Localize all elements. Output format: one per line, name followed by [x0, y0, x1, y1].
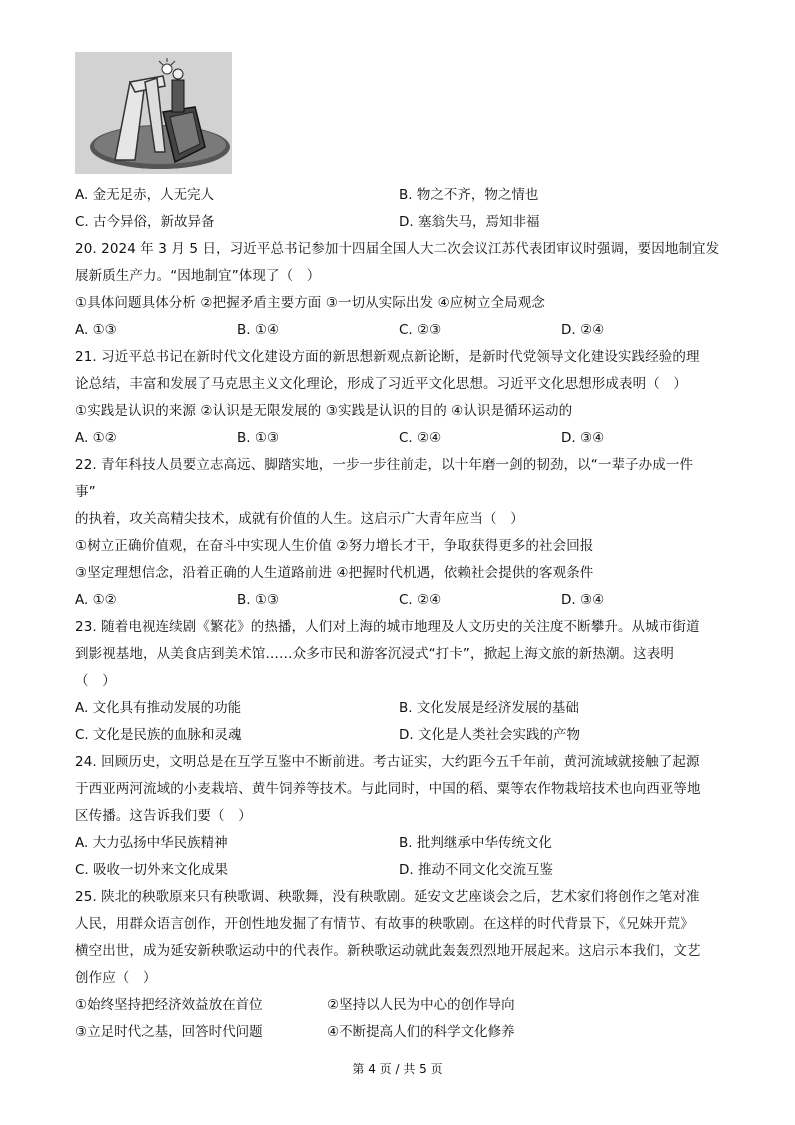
q21-option-c: C. ②④ [399, 430, 442, 446]
q23-stem-line-2: 到影视基地，从美食店到美术馆……众多市民和游客沉浸式“打卡”，掀起上海文旅的新热潮。这表明 [75, 646, 674, 662]
q20-option-d: D. ②④ [561, 322, 605, 338]
q19-option-b: B. 物之不齐，物之情也 [399, 187, 539, 203]
q23-option-b: B. 文化发展是经济发展的基础 [399, 700, 579, 716]
q25-statements-row2 [75, 1019, 725, 1046]
q24-options-row2 [75, 857, 725, 884]
q23-stem-line-1: 23. 随着电视连续剧《繁花》的热播，人们对上海的城市地理及人文历史的关注度不断攀升。从城市街道 [75, 619, 700, 635]
q23-options-row2 [75, 722, 725, 749]
q19-option-c: C. 古今异俗，新故异备 [75, 214, 215, 230]
q25-stem-line-4: 创作应（ ） [75, 970, 157, 986]
q21-option-a: A. ①② [75, 430, 117, 446]
exam-page [75, 52, 725, 1046]
q20-option-c: C. ②③ [399, 322, 442, 338]
page-footer: 第 4 页 / 共 5 页 [352, 1062, 443, 1076]
q20-option-b: B. ①④ [237, 322, 280, 338]
q23-options [75, 695, 725, 722]
q22-statements-1: ①树立正确价值观，在奋斗中实现人生价值 ②努力增长才干，争取获得更多的社会回报 [75, 538, 594, 554]
q21-options [75, 425, 725, 452]
q22-stem-line-2: 事” [75, 484, 96, 500]
q19-options [75, 182, 725, 209]
q24-option-b: B. 批判继承中华传统文化 [399, 835, 552, 851]
q20-stem-line-2: 展新质生产力。“因地制宜”体现了（ ） [75, 268, 321, 284]
q22-statements-2: ③坚定理想信念，沿着正确的人生道路前进 ④把握时代机遇，依赖社会提供的客观条件 [75, 565, 594, 581]
q21-option-d: D. ③④ [561, 430, 605, 446]
cartoon-illustration-icon [75, 52, 232, 174]
q24-option-d: D. 推动不同文化交流互鉴 [399, 862, 553, 878]
q25-stem-line-3: 横空出世，成为延安新秧歌运动中的代表作。新秧歌运动就此轰轰烈烈地开展起来。这启示本我们，文艺 [75, 943, 701, 959]
q23-option-c: C. 文化是民族的血脉和灵魂 [75, 727, 242, 743]
q24-stem-line-2: 于西亚两河流域的小麦栽培、黄牛饲养等技术。与此同时，中国的稻、粟等农作物栽培技术也向西亚等地 [75, 781, 701, 797]
q22-stem-line-3: 的执着，攻关高精尖技术，成就有价值的人生。这启示广大青年应当（ ） [75, 511, 524, 527]
q22-stem-line-1: 22. 青年科技人员要立志高远、脚踏实地，一步一步往前走，以十年磨一剑的韧劲，以“一辈子办成一件 [75, 457, 694, 473]
q22-option-d: D. ③④ [561, 592, 605, 608]
q21-option-b: B. ①③ [237, 430, 280, 446]
q25-statement-4: ④不断提高人们的科学文化修养 [327, 1024, 515, 1040]
q25-stem-line-1: 25. 陕北的秧歌原来只有秧歌调、秧歌舞，没有秧歌剧。延安文艺座谈会之后，艺术家们将创作之笔对准 [75, 889, 700, 905]
q20-statements: ①具体问题具体分析 ②把握矛盾主要方面 ③一切从实际出发 ④应树立全局观念 [75, 295, 545, 311]
q21-statements: ①实践是认识的来源 ②认识是无限发展的 ③实践是认识的目的 ④认识是循环运动的 [75, 403, 573, 419]
q25-stem-line-2: 人民，用群众语言创作，开创性地发掘了有情节、有故事的秧歌剧。在这样的时代背景下，《兄妹开荒》 [75, 916, 694, 932]
q20-options [75, 317, 725, 344]
q19-option-d: D. 塞翁失马，焉知非福 [399, 214, 540, 230]
q22-option-a: A. ①② [75, 592, 117, 608]
q21-stem-line-2: 论总结，丰富和发展了马克思主义文化理论，形成了习近平文化思想。习近平文化思想形成表明（ ） [75, 376, 687, 392]
q20-stem-line-1: 20. 2024 年 3 月 5 日，习近平总书记参加十四届全国人大二次会议江苏代表团审议时强调，要因地制宜发 [75, 241, 720, 257]
cartoon-figure [75, 52, 232, 174]
q24-option-c: C. 吸收一切外来文化成果 [75, 862, 229, 878]
q22-options [75, 587, 725, 614]
q23-option-a: A. 文化具有推动发展的功能 [75, 700, 242, 716]
q25-statement-2: ②坚持以人民为中心的创作导向 [327, 997, 515, 1013]
q25-statements-row1 [75, 992, 725, 1019]
q24-options [75, 830, 725, 857]
q23-stem-line-3: （ ） [75, 673, 116, 689]
q24-stem-line-3: 区传播。这告诉我们要（ ） [75, 808, 252, 824]
q20-option-a: A. ①③ [75, 322, 117, 338]
q21-stem-line-1: 21. 习近平总书记在新时代文化建设方面的新思想新观点新论断，是新时代党领导文化建设实践经验的理 [75, 349, 700, 365]
q19-options-row2 [75, 209, 725, 236]
q22-option-b: B. ①③ [237, 592, 280, 608]
q25-statement-3: ③立足时代之基，回答时代问题 [75, 1024, 263, 1040]
q22-option-c: C. ②④ [399, 592, 442, 608]
q25-statement-1: ①始终坚持把经济效益放在首位 [75, 997, 263, 1013]
q24-option-a: A. 大力弘扬中华民族精神 [75, 835, 228, 851]
q23-option-d: D. 文化是人类社会实践的产物 [399, 727, 580, 743]
q19-option-a: A. 金无足赤，人无完人 [75, 187, 215, 203]
q24-stem-line-1: 24. 回顾历史，文明总是在互学互鉴中不断前进。考古证实，大约距今五千年前，黄河流域就接触了起源 [75, 754, 700, 770]
